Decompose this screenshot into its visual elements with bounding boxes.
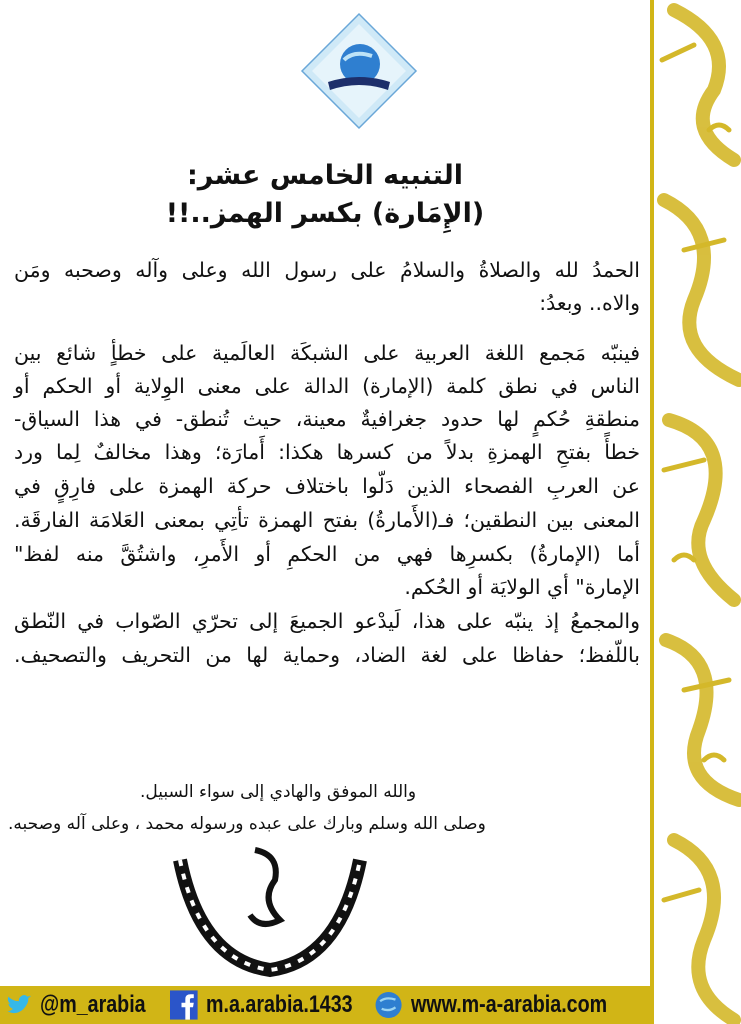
calligraphy-decoration [654,0,741,1024]
twitter-handle[interactable]: @m_arabia [40,991,146,1018]
closing-line-2: وصلى الله وسلم وبارك على عبده ورسوله محمد ، وعلى آله وصحبه. [8,814,486,834]
academy-logo [300,12,418,130]
footer-social-bar [0,986,650,1024]
body-line: الحمدُ لله والصلاةُ والسلامُ على رسول الله وعلى وآله وصحبه ومَن [14,258,640,282]
body-line: الناس في نطق كلمة (الإمارة) الدالة على معنى الوِلاية أو الحكم أو [14,374,640,398]
closing-line-1: والله الموفق والهادي إلى سواء السبيل. [140,782,417,802]
facebook-page[interactable]: m.a.arabia.1433 [205,991,353,1018]
body-line: والمجمعُ إذ ينبّه على هذا، لَيدْعو الجميعَ إلى تحرّي الصّواب في النّطق [14,609,640,633]
body-line: الإمارة" أي الولايَة أو الحُكم. [404,575,640,599]
body-line: أما (الإمارةُ) بكسرِها فهي من الحكمِ أو الأَمرِ، واشتُقَّ منه لفظ" [14,542,640,566]
body-line: باللّفظ؛ حفاظا على لغة الضاد، وحماية لها من التحريف والتصحيف. [14,643,640,667]
academy-calligraphy-seal [160,840,380,980]
body-line: منطقةِ حُكمٍ لها حدود جغرافيةٌ معينة، حيث تُنطق- في هذا السياق- [14,407,640,431]
body-line: خطأً بفتحِ الهمزةِ بدلاً من كسرها هكذا: أَمارَة؛ وهذا مخالفٌ لِما ورد [14,440,640,464]
decorative-calligraphy-strip [654,0,741,1024]
body-line: فينبّه مَجمع اللغة العربية على الشبكَة العالَمية على خطأٍ شائع بين [14,341,640,365]
body-line: والاه.. وبعدُ: [539,291,640,315]
globe-icon [374,986,403,1024]
title-line-1: التنبيه الخامس عشر: [186,160,464,191]
body-line: عن العربِ الفصحاء الذين دَلّوا باختلاف حركة الهمزة على فارِقٍ في [14,474,640,498]
website-link[interactable]: www.m-a-arabia.com [410,991,607,1018]
title-line-2: (الإِمَارة) بكسر الهمز..!! [165,198,485,229]
facebook-icon [170,986,198,1024]
body-line: المعنى بين النطقين؛ فـ(الأَمارةُ) بفتح الهمزة تأتِي بمعنى العَلامَة الفارقَة. [14,508,640,532]
twitter-icon [6,991,32,1019]
